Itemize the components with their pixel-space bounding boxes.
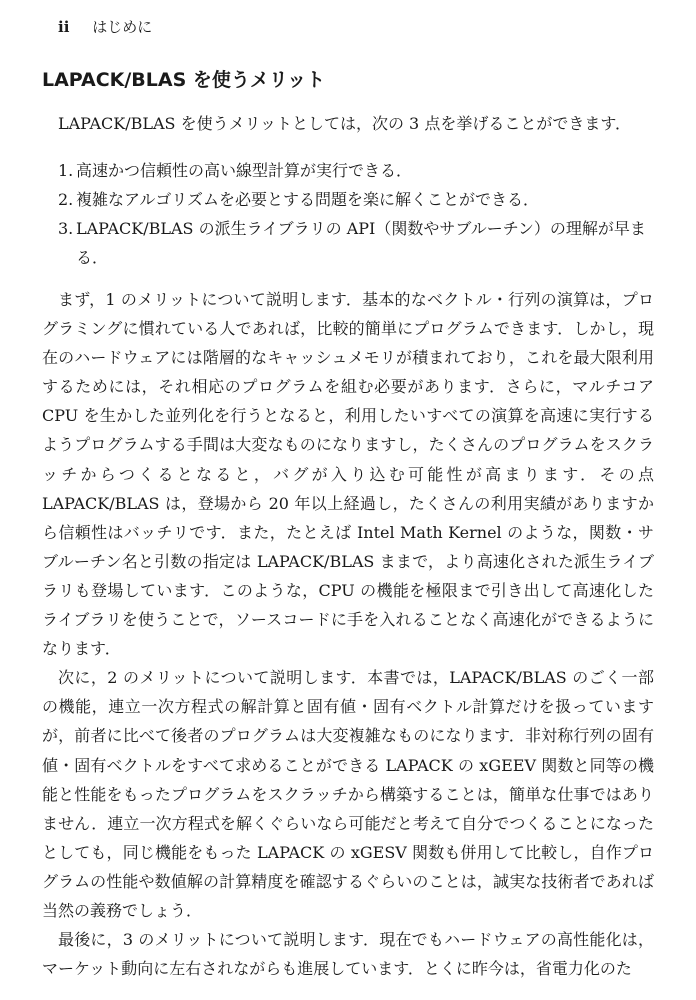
intro-sentence: LAPACK/BLAS を使うメリットとしては，次の 3 点を挙げることができます．: [58, 114, 632, 133]
list-number: 2.: [58, 190, 74, 209]
paragraph-merit-1: まず，1 のメリットについて説明します．基本的なベクトル・行列の演算は，プログラミングに慣れている人であれば，比較的簡単にプログラムできます．しかし，現在のハードウェアには階層的なキャッシュメモリが積まれており，これを最大限利用するためには，それ相応のプログラムを組む必要があります．さらに，マルチコア CPU を生かした並列化を行うとなると，利用したいすべての演算を高速に実行するようプログラムする手間は大変なものになりますし，たくさんのプログラムをスクラッチからつくるとなると，バグが入り込む可能性が高まります．その点LAPACK/BLAS は，登場から 20 年以上経過し，たくさんの利用実績がありますから信頼性はバッチリです．また，たとえば Intel Math Kernel のような，関数・サブルーチン名と引数の指定は LAPACK/BLAS ままで，より高速化された派生ライブラリも登場しています．このような，CPU の機能を極限まで引き出して高速化したライブラリを使うことで，ソースコードに手を入れることなく高速化ができるようになります．: [42, 290, 654, 659]
section-title: LAPACK/BLAS を使うメリット: [42, 69, 326, 91]
list-item: [58, 185, 654, 214]
list-text: LAPACK/BLAS の派生ライブラリの API（関数やサブルーチン）の理解が早まる．: [76, 219, 646, 267]
body-text: [42, 285, 654, 983]
list-item: [58, 156, 654, 185]
chapter-title: はじめに: [92, 18, 153, 36]
list-item: [58, 214, 654, 272]
paragraph-merit-3: 最後に，3 のメリットについて説明します．現在でもハードウェアの高性能化は，マーケット動向に左右されながらも進展しています．とくに昨今は，省電力化のた: [42, 930, 654, 979]
list-text: 高速かつ信頼性の高い線型計算が実行できる．: [76, 161, 413, 180]
list-text: 複雑なアルゴリズムを必要とする問題を楽に解くことができる．: [76, 190, 540, 209]
running-header: [58, 16, 152, 38]
list-number: 3.: [58, 219, 74, 238]
merit-list: [58, 156, 654, 272]
list-number: 1.: [58, 161, 74, 180]
paragraph-merit-2: 次に，2 のメリットについて説明します．本書では，LAPACK/BLAS のごく一部の機能，連立一次方程式の解計算と固有値・固有ベクトル計算だけを扱っていますが，前者に比べて後者のプログラムは大変複雑なものになります．非対称行列の固有値・固有ベクトルをすべて求めることができる LAPACK の xGEEV 関数と同等の機能と性能をもったプログラムをスクラッチから構築することは，簡単な仕事ではありません．連立一次方程式を解くぐらいなら可能だと考えて自分でつくることになったとしても，同じ機能をもった LAPACK の xGESV 関数も併用して比較し，自作プログラムの性能や数値解の計算精度を確認するぐらいのことは，誠実な技術者であれば当然の義務でしょう．: [42, 668, 654, 920]
page-number: ii: [58, 18, 70, 36]
